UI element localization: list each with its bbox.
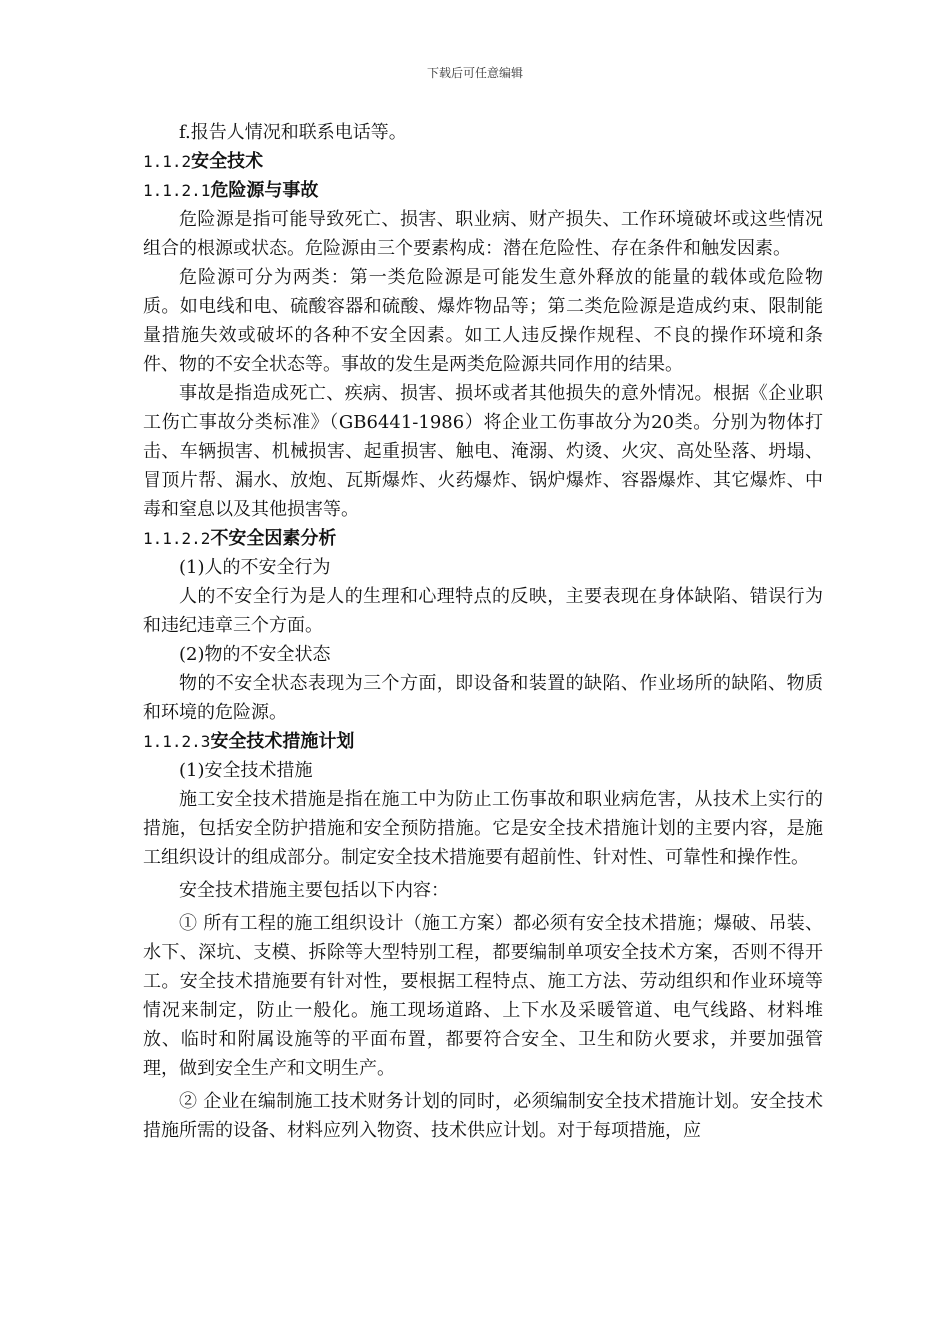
paragraph-hazard-definition: 危险源是指可能导致死亡、损害、职业病、财产损失、工作环境破坏或这些情况组合的根源或状态。危险源由三个要素构成：潜在危险性、存在条件和触发因素。: [143, 209, 823, 259]
heading-number: 1.1.2.1: [143, 181, 211, 200]
paragraph-include-intro: 安全技术措施主要包括以下内容：: [179, 880, 449, 901]
paragraph-object-unsafe: 物的不安全状态表现为三个方面，即设备和装置的缺陷、作业场所的缺陷、物质和环境的危险源。: [143, 673, 823, 723]
list-item-2: ② 企业在编制施工技术财务计划的同时，必须编制安全技术措施计划。安全技术措施所需的设备、材料应列入物资、技术供应计划。对于每项措施，应: [143, 1091, 823, 1141]
heading-title: 不安全因素分析: [210, 528, 337, 549]
paragraph-safety-measures: 施工安全技术措施是指在施工中为防止工伤事故和职业病危害，从技术上实行的措施，包括安全防护措施和安全预防措施。它是安全技术措施计划的主要内容，是施工组织设计的组成部分。制定安全技术措施要有超前性、针对性、可靠性和操作性。: [143, 789, 823, 868]
subheading-object-unsafe: (2)物的不安全状态: [179, 644, 331, 665]
list-item-1: ① 所有工程的施工组织设计（施工方案）都必须有安全技术措施；爆破、吊装、水下、深坑、支模、拆除等大型特别工程，都要编制单项安全技术方案，否则不得开工。安全技术措施要有针对性，要根据工程特点、施工方法、劳动组织和作业环境等情况来制定，防止一般化。施工现场道路、上下水及采暖管道、电气线路、材料堆放、临时和附属设施等的平面布置，都要符合安全、卫生和防火要求，并要加强管理，做到安全生产和文明生产。: [143, 913, 823, 1079]
paragraph-hazard-types: 危险源可分为两类：第一类危险源是可能发生意外释放的能量的载体或危险物质。如电线和电、硫酸容器和硫酸、爆炸物品等；第二类危险源是造成约束、限制能量措施失效或破坏的各种不安全因素。如工人违反操作规程、不良的操作环境和条件、物的不安全状态等。事故的发生是两类危险源共同作用的结果。: [143, 267, 823, 375]
paragraph-person-unsafe: 人的不安全行为是人的生理和心理特点的反映，主要表现在身体缺陷、错误行为和违纪违章三个方面。: [143, 586, 823, 636]
heading-1-1-2: [143, 147, 823, 176]
page-header: 下载后可任意编辑: [426, 66, 523, 80]
heading-1-1-2-2: [143, 524, 823, 553]
document-body: [143, 118, 823, 1145]
subheading-person-unsafe: (1)人的不安全行为: [179, 557, 331, 578]
heading-1-1-2-1: [143, 176, 823, 205]
heading-title: 安全技术: [191, 151, 264, 172]
heading-number: 1.1.2: [143, 152, 192, 171]
heading-title: 危险源与事故: [210, 180, 319, 201]
subheading-safety-measures: (1)安全技术措施: [179, 760, 313, 781]
heading-1-1-2-3: [143, 727, 823, 756]
heading-number: 1.1.2.3: [143, 732, 211, 751]
heading-number: 1.1.2.2: [143, 529, 211, 548]
paragraph-reporter-info: f.报告人情况和联系电话等。: [179, 122, 407, 143]
paragraph-accident: 事故是指造成死亡、疾病、损害、损坏或者其他损失的意外情况。根据《企业职工伤亡事故分类标准》（GB6441-1986）将企业工伤事故分为20类。分别为物体打击、车辆损害、机械损害、起重损害、触电、淹溺、灼烫、火灾、高处坠落、坍塌、冒顶片帮、漏水、放炮、瓦斯爆炸、火药爆炸、锅炉爆炸、容器爆炸、其它爆炸、中毒和窒息以及其他损害等。: [143, 383, 823, 520]
heading-title: 安全技术措施计划: [210, 731, 355, 752]
